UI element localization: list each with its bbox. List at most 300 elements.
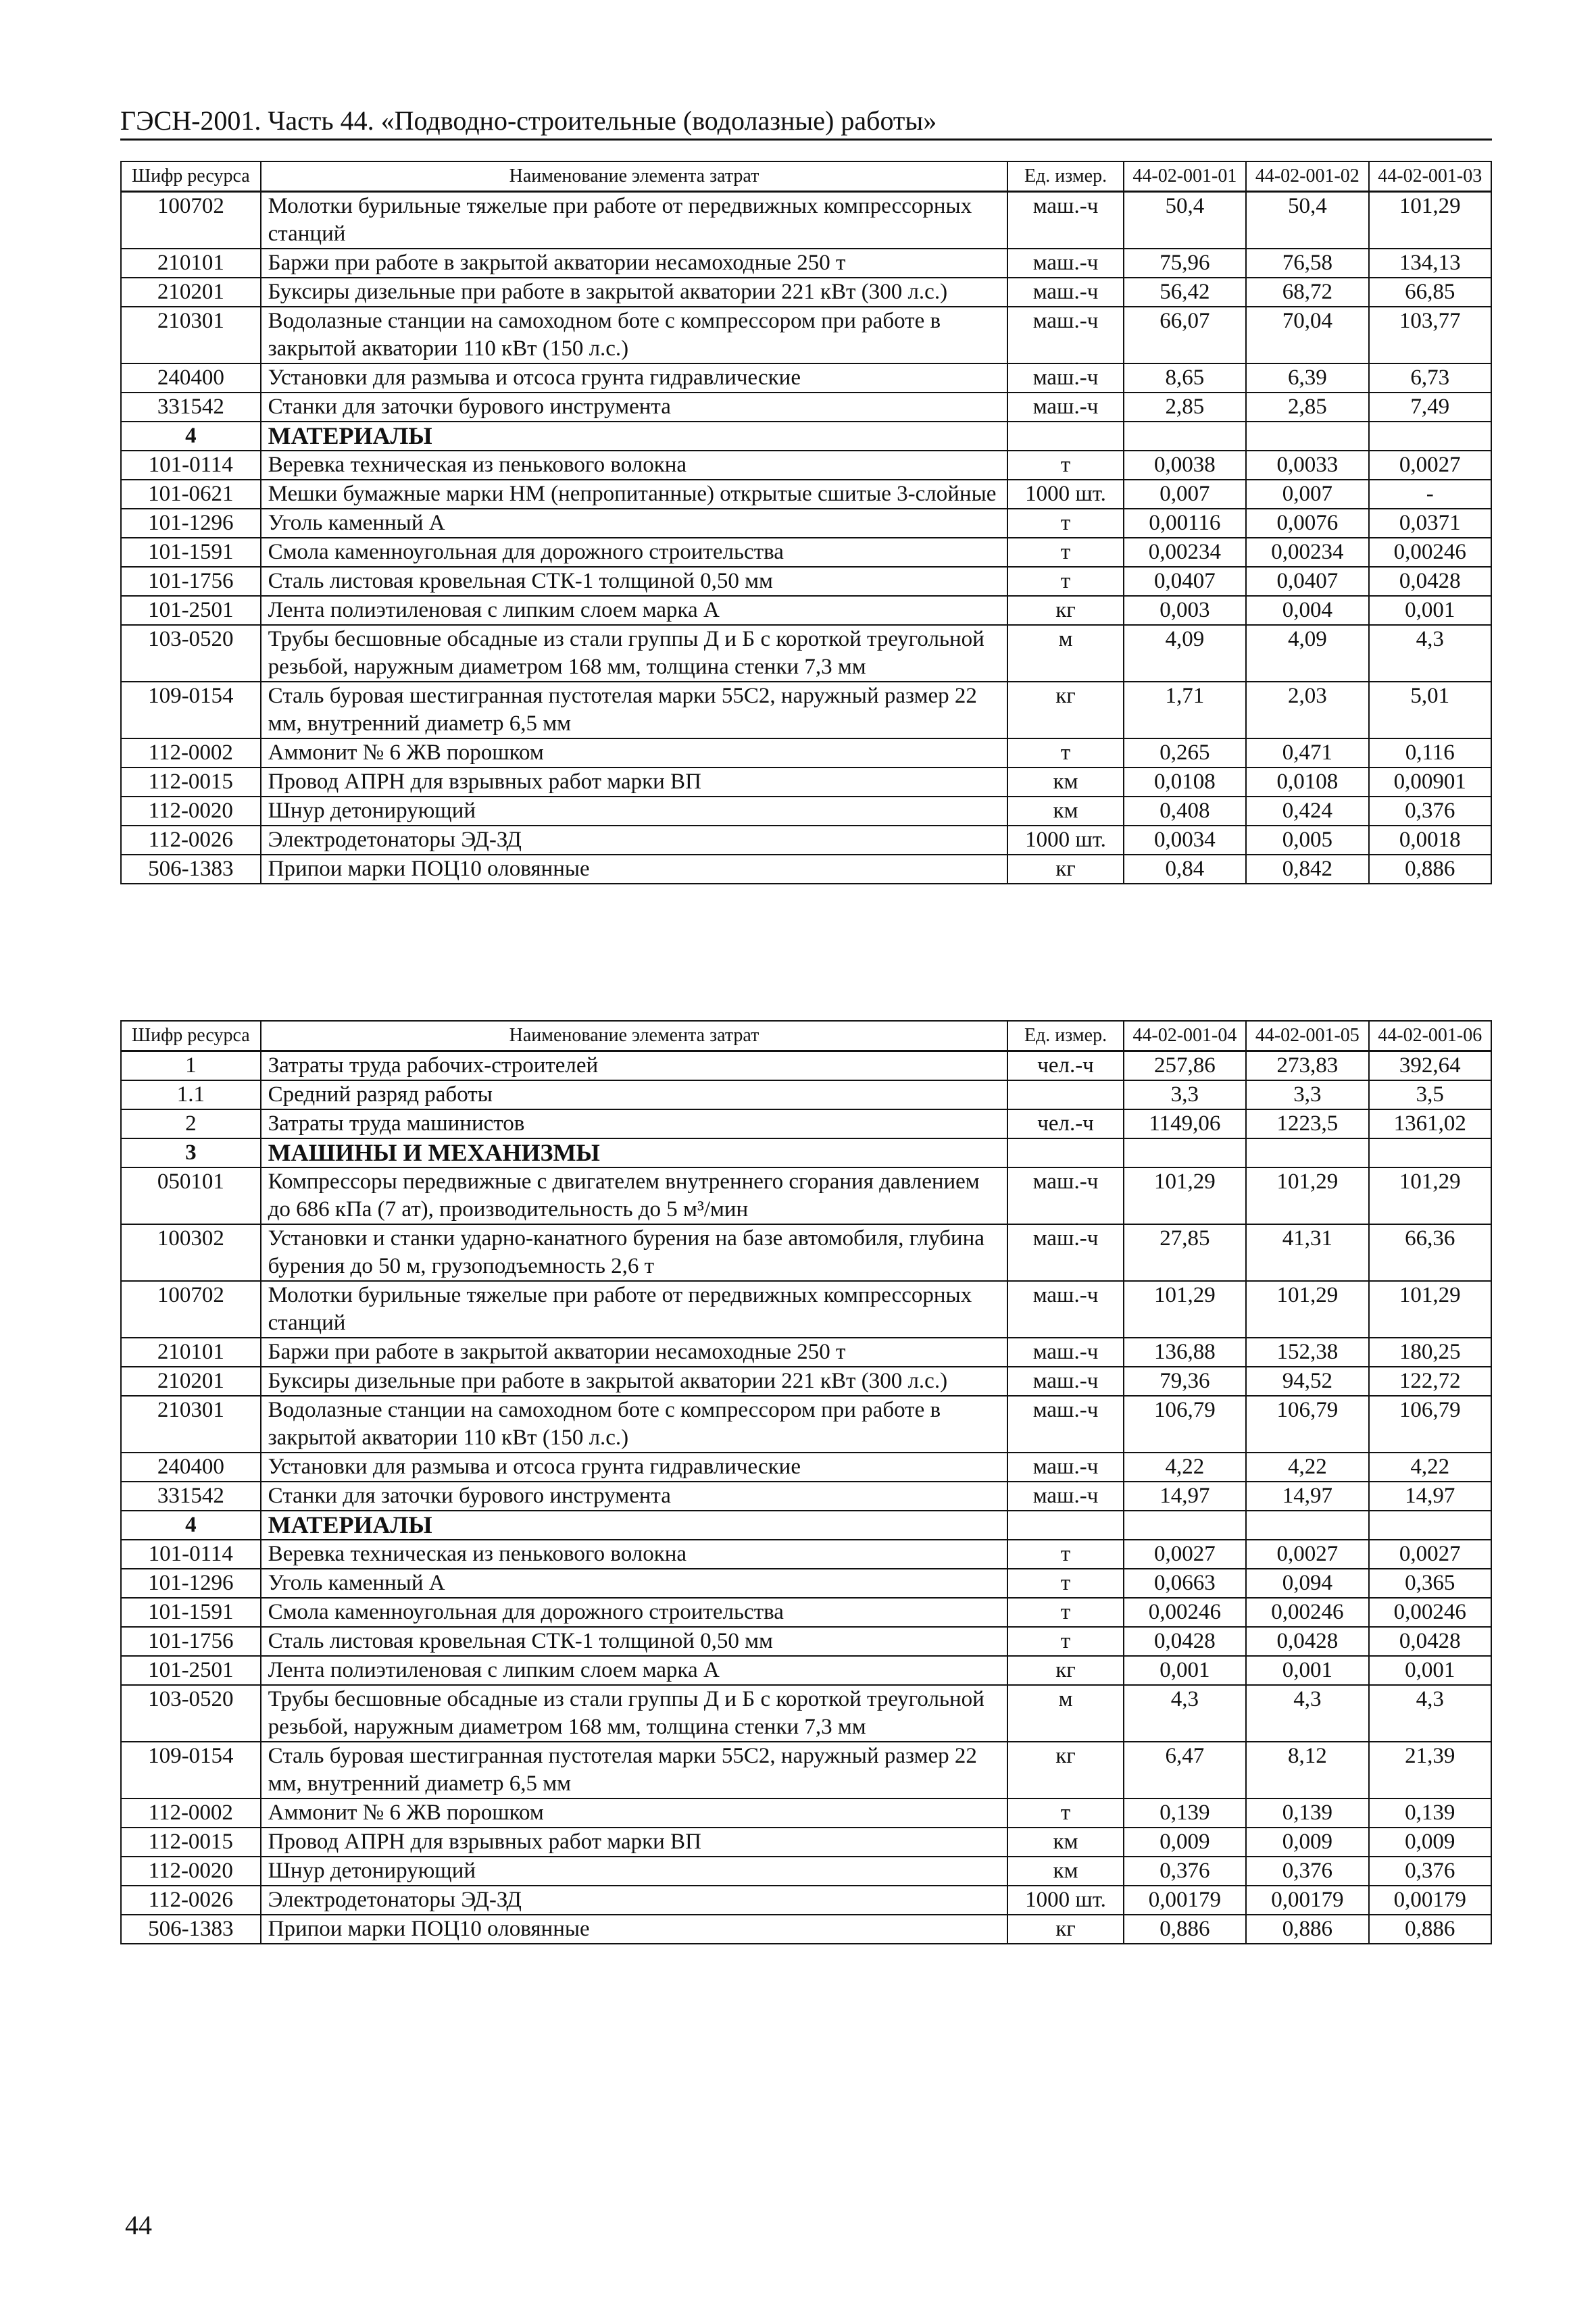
norm-value-2: 101,29: [1246, 1167, 1368, 1224]
norm-value-2: 0,001: [1246, 1656, 1368, 1685]
norm-value-3: 0,0027: [1369, 451, 1491, 480]
norm-value-1: 0,84: [1124, 855, 1246, 884]
resource-unit: т: [1007, 1598, 1123, 1627]
resource-table-1: [120, 161, 1492, 884]
norm-value-1: 0,0038: [1124, 451, 1246, 480]
resource-name: Электродетонаторы ЭД-ЗД: [261, 826, 1008, 855]
section-row: [121, 422, 1491, 451]
norm-value-2: 4,3: [1246, 1685, 1368, 1742]
resource-unit: маш.-ч: [1007, 1396, 1123, 1453]
norm-value-3: 0,00246: [1369, 1598, 1491, 1627]
resource-unit: [1007, 1080, 1123, 1109]
norm-value-1: 0,00179: [1124, 1886, 1246, 1915]
resource-name: Сталь буровая шестигранная пустотелая марки 55С2, наружный размер 22 мм, внутренний диаметр 6,5 мм: [261, 1742, 1008, 1799]
norm-value-2: 41,31: [1246, 1224, 1368, 1281]
resource-name: Смола каменноугольная для дорожного строительства: [261, 538, 1008, 567]
norm-value-1: 257,86: [1124, 1051, 1246, 1081]
norm-value-2: 8,12: [1246, 1742, 1368, 1799]
table-row: [121, 1453, 1491, 1482]
table-row: [121, 393, 1491, 422]
norm-value-1: 75,96: [1124, 249, 1246, 278]
table-row: [121, 278, 1491, 307]
norm-value-3: 4,22: [1369, 1453, 1491, 1482]
norm-value-3: 180,25: [1369, 1338, 1491, 1367]
resource-code: 3: [121, 1138, 261, 1167]
norm-value-3: 0,116: [1369, 738, 1491, 768]
resource-name: Станки для заточки бурового инструмента: [261, 1482, 1008, 1511]
norm-value-3: 21,39: [1369, 1742, 1491, 1799]
table-row: [121, 1685, 1491, 1742]
norm-value-1: 136,88: [1124, 1338, 1246, 1367]
norm-value-1: 1,71: [1124, 682, 1246, 738]
resource-code: 112-0026: [121, 826, 261, 855]
table-row: [121, 1569, 1491, 1598]
resource-unit: кг: [1007, 1742, 1123, 1799]
norm-value-3: 101,29: [1369, 1281, 1491, 1338]
resource-unit: маш.-ч: [1007, 1167, 1123, 1224]
norm-value-3: 3,5: [1369, 1080, 1491, 1109]
norm-value-2: [1246, 1138, 1368, 1167]
table-row: [121, 625, 1491, 682]
norm-value-1: 0,0407: [1124, 567, 1246, 596]
resource-code: 100702: [121, 1281, 261, 1338]
resource-unit: м: [1007, 1685, 1123, 1742]
column-header-name: Наименование элемента затрат: [261, 161, 1008, 192]
table-row: [121, 1338, 1491, 1367]
norm-value-2: 0,0428: [1246, 1627, 1368, 1656]
norm-value-1: 0,009: [1124, 1828, 1246, 1857]
resource-name: Шнур детонирующий: [261, 797, 1008, 826]
resource-code: 210101: [121, 249, 261, 278]
norm-value-1: 4,3: [1124, 1685, 1246, 1742]
resource-name: Уголь каменный А: [261, 509, 1008, 538]
norm-value-1: 101,29: [1124, 1281, 1246, 1338]
resource-name: Затраты труда рабочих-строителей: [261, 1051, 1008, 1081]
resource-name: Электродетонаторы ЭД-ЗД: [261, 1886, 1008, 1915]
resource-unit: маш.-ч: [1007, 192, 1123, 249]
resource-unit: т: [1007, 1799, 1123, 1828]
resource-code: 210301: [121, 307, 261, 363]
resource-unit: кг: [1007, 682, 1123, 738]
resource-name: Веревка техническая из пенькового волокна: [261, 451, 1008, 480]
resource-unit: км: [1007, 768, 1123, 797]
column-header-unit: Ед. измер.: [1007, 1021, 1123, 1051]
resource-name: Лента полиэтиленовая с липким слоем марка А: [261, 596, 1008, 625]
norm-value-3: 0,00179: [1369, 1886, 1491, 1915]
resource-code: 210301: [121, 1396, 261, 1453]
resource-code: 1: [121, 1051, 261, 1081]
norm-value-2: 0,471: [1246, 738, 1368, 768]
resource-code: 112-0002: [121, 738, 261, 768]
table-row: [121, 1627, 1491, 1656]
resource-unit: т: [1007, 451, 1123, 480]
norm-value-2: 94,52: [1246, 1367, 1368, 1396]
resource-name: Установки и станки ударно-канатного бурения на базе автомобиля, глубина бурения до 50 м, грузоподъемность 2,6 т: [261, 1224, 1008, 1281]
resource-code: 100302: [121, 1224, 261, 1281]
norm-value-3: 106,79: [1369, 1396, 1491, 1453]
resource-unit: маш.-ч: [1007, 363, 1123, 393]
norm-value-2: 0,0076: [1246, 509, 1368, 538]
resource-unit: маш.-ч: [1007, 1453, 1123, 1482]
resource-code: 2: [121, 1109, 261, 1138]
resource-code: 506-1383: [121, 1915, 261, 1944]
norm-value-2: 0,842: [1246, 855, 1368, 884]
resource-name: Припои марки ПОЦ10 оловянные: [261, 1915, 1008, 1944]
page-header-title: ГЭСН-2001. Часть 44. «Подводно-строительные (водолазные) работы»: [120, 105, 1492, 141]
resource-code: 4: [121, 1511, 261, 1540]
norm-value-1: 0,0108: [1124, 768, 1246, 797]
norm-value-3: 6,73: [1369, 363, 1491, 393]
column-header-name: Наименование элемента затрат: [261, 1021, 1008, 1051]
table-header-row: [121, 161, 1491, 192]
norm-value-3: 0,376: [1369, 1857, 1491, 1886]
resource-code: 112-0026: [121, 1886, 261, 1915]
norm-value-1: 79,36: [1124, 1367, 1246, 1396]
norm-value-3: [1369, 422, 1491, 451]
norm-value-3: 0,00901: [1369, 768, 1491, 797]
resource-unit: кг: [1007, 596, 1123, 625]
section-row: [121, 1511, 1491, 1540]
table-row: [121, 1742, 1491, 1799]
column-header-norm-1: 44-02-001-01: [1124, 161, 1246, 192]
norm-value-1: 27,85: [1124, 1224, 1246, 1281]
norm-value-3: -: [1369, 480, 1491, 509]
norm-value-2: 152,38: [1246, 1338, 1368, 1367]
table-row: [121, 538, 1491, 567]
norm-value-2: 50,4: [1246, 192, 1368, 249]
resource-name: Средний разряд работы: [261, 1080, 1008, 1109]
resource-name: Установки для размыва и отсоса грунта гидравлические: [261, 1453, 1008, 1482]
resource-name: МАТЕРИАЛЫ: [261, 422, 1008, 451]
resource-unit: кг: [1007, 855, 1123, 884]
norm-value-3: [1369, 1138, 1491, 1167]
norm-value-2: 0,0033: [1246, 451, 1368, 480]
resource-code: 112-0020: [121, 1857, 261, 1886]
resource-unit: т: [1007, 567, 1123, 596]
table-row: [121, 567, 1491, 596]
norm-value-3: 0,0027: [1369, 1540, 1491, 1569]
resource-code: 101-1591: [121, 538, 261, 567]
norm-value-3: 0,0428: [1369, 567, 1491, 596]
norm-value-2: 0,424: [1246, 797, 1368, 826]
resource-name: Станки для заточки бурового инструмента: [261, 393, 1008, 422]
norm-value-3: 0,365: [1369, 1569, 1491, 1598]
table-header-row: [121, 1021, 1491, 1051]
table-row: [121, 738, 1491, 768]
norm-value-2: 0,0407: [1246, 567, 1368, 596]
norm-value-2: 0,094: [1246, 1569, 1368, 1598]
norm-value-1: 0,00116: [1124, 509, 1246, 538]
resource-name: Водолазные станции на самоходном боте с компрессором при работе в закрытой акватории 110 кВт (150 л.с.): [261, 1396, 1008, 1453]
resource-code: 050101: [121, 1167, 261, 1224]
table-row: [121, 1482, 1491, 1511]
resource-code: 101-1756: [121, 567, 261, 596]
norm-value-1: 0,0034: [1124, 826, 1246, 855]
norm-value-2: 0,005: [1246, 826, 1368, 855]
norm-value-1: 66,07: [1124, 307, 1246, 363]
norm-value-3: 5,01: [1369, 682, 1491, 738]
norm-value-2: 0,00179: [1246, 1886, 1368, 1915]
norm-value-1: [1124, 1138, 1246, 1167]
resource-name: Мешки бумажные марки НМ (непропитанные) открытые сшитые 3-слойные: [261, 480, 1008, 509]
resource-code: 112-0002: [121, 1799, 261, 1828]
norm-value-2: [1246, 422, 1368, 451]
resource-name: Лента полиэтиленовая с липким слоем марка А: [261, 1656, 1008, 1685]
resource-name: Уголь каменный А: [261, 1569, 1008, 1598]
table-row: [121, 363, 1491, 393]
norm-value-3: 101,29: [1369, 192, 1491, 249]
resource-code: 240400: [121, 1453, 261, 1482]
resource-unit: маш.-ч: [1007, 393, 1123, 422]
resource-code: 331542: [121, 393, 261, 422]
resource-unit: кг: [1007, 1915, 1123, 1944]
table-row: [121, 1367, 1491, 1396]
norm-value-3: 4,3: [1369, 625, 1491, 682]
resource-code: 210201: [121, 1367, 261, 1396]
norm-value-1: 4,09: [1124, 625, 1246, 682]
table-row: [121, 1051, 1491, 1081]
norm-value-1: 50,4: [1124, 192, 1246, 249]
norm-value-1: 6,47: [1124, 1742, 1246, 1799]
resource-name: Молотки бурильные тяжелые при работе от передвижных компрессорных станций: [261, 1281, 1008, 1338]
norm-value-2: 4,22: [1246, 1453, 1368, 1482]
norm-value-3: [1369, 1511, 1491, 1540]
norm-value-2: 0,007: [1246, 480, 1368, 509]
resource-name: МАТЕРИАЛЫ: [261, 1511, 1008, 1540]
table-row: [121, 1540, 1491, 1569]
norm-value-3: 1361,02: [1369, 1109, 1491, 1138]
resource-unit: маш.-ч: [1007, 1367, 1123, 1396]
norm-value-1: 0,0428: [1124, 1627, 1246, 1656]
resource-name: Шнур детонирующий: [261, 1857, 1008, 1886]
resource-name: Баржи при работе в закрытой акватории несамоходные 250 т: [261, 249, 1008, 278]
norm-value-1: 0,139: [1124, 1799, 1246, 1828]
resource-name: Сталь листовая кровельная СТК-1 толщиной 0,50 мм: [261, 1627, 1008, 1656]
norm-value-1: 2,85: [1124, 393, 1246, 422]
table-row: [121, 768, 1491, 797]
resource-code: 109-0154: [121, 1742, 261, 1799]
resource-unit: маш.-ч: [1007, 1224, 1123, 1281]
norm-value-1: 3,3: [1124, 1080, 1246, 1109]
norm-value-2: 273,83: [1246, 1051, 1368, 1081]
resource-unit: чел.-ч: [1007, 1109, 1123, 1138]
resource-unit: маш.-ч: [1007, 1338, 1123, 1367]
table-row: [121, 1080, 1491, 1109]
norm-value-2: 3,3: [1246, 1080, 1368, 1109]
resource-unit: км: [1007, 797, 1123, 826]
norm-value-3: 0,0428: [1369, 1627, 1491, 1656]
table-row: [121, 1857, 1491, 1886]
table-row: [121, 451, 1491, 480]
table-row: [121, 1109, 1491, 1138]
resource-code: 101-1756: [121, 1627, 261, 1656]
resource-code: 101-0114: [121, 1540, 261, 1569]
norm-value-1: 0,003: [1124, 596, 1246, 625]
norm-value-2: 0,00234: [1246, 538, 1368, 567]
resource-unit: [1007, 1511, 1123, 1540]
resource-unit: т: [1007, 1540, 1123, 1569]
norm-value-3: 101,29: [1369, 1167, 1491, 1224]
norm-value-3: 7,49: [1369, 393, 1491, 422]
resource-code: 103-0520: [121, 1685, 261, 1742]
column-header-unit: Ед. измер.: [1007, 161, 1123, 192]
resource-code: 100702: [121, 192, 261, 249]
norm-value-3: 0,001: [1369, 596, 1491, 625]
resource-code: 331542: [121, 1482, 261, 1511]
resource-unit: т: [1007, 1569, 1123, 1598]
norm-value-2: 106,79: [1246, 1396, 1368, 1453]
resource-code: 101-1296: [121, 509, 261, 538]
resource-code: 210101: [121, 1338, 261, 1367]
resource-unit: т: [1007, 1627, 1123, 1656]
norm-value-3: 0,886: [1369, 855, 1491, 884]
resource-name: Аммонит № 6 ЖВ порошком: [261, 1799, 1008, 1828]
column-header-norm-5: 44-02-001-05: [1246, 1021, 1368, 1051]
resource-unit: т: [1007, 738, 1123, 768]
norm-value-1: 0,00234: [1124, 538, 1246, 567]
norm-value-3: 0,009: [1369, 1828, 1491, 1857]
resource-name: Сталь листовая кровельная СТК-1 толщиной 0,50 мм: [261, 567, 1008, 596]
resource-unit: км: [1007, 1857, 1123, 1886]
norm-value-1: 0,0663: [1124, 1569, 1246, 1598]
resource-unit: маш.-ч: [1007, 249, 1123, 278]
resource-name: Трубы бесшовные обсадные из стали группы Д и Б с короткой треугольной резьбой, наружным диаметром 168 мм, толщина стенки 7,3 мм: [261, 625, 1008, 682]
table-row: [121, 307, 1491, 363]
norm-value-1: 56,42: [1124, 278, 1246, 307]
table-row: [121, 192, 1491, 249]
norm-value-1: 1149,06: [1124, 1109, 1246, 1138]
resource-code: 103-0520: [121, 625, 261, 682]
norm-value-1: 0,00246: [1124, 1598, 1246, 1627]
norm-value-3: 66,85: [1369, 278, 1491, 307]
norm-value-2: 0,139: [1246, 1799, 1368, 1828]
section-row: [121, 1138, 1491, 1167]
resource-code: 109-0154: [121, 682, 261, 738]
norm-value-1: 106,79: [1124, 1396, 1246, 1453]
resource-unit: т: [1007, 538, 1123, 567]
resource-code: 101-1296: [121, 1569, 261, 1598]
resource-unit: маш.-ч: [1007, 1482, 1123, 1511]
resource-name: Затраты труда машинистов: [261, 1109, 1008, 1138]
resource-code: 101-2501: [121, 1656, 261, 1685]
norm-value-1: 0,007: [1124, 480, 1246, 509]
resource-unit: 1000 шт.: [1007, 1886, 1123, 1915]
table-row: [121, 509, 1491, 538]
column-header-norm-3: 44-02-001-03: [1369, 161, 1491, 192]
table-row: [121, 1281, 1491, 1338]
norm-value-2: 0,0027: [1246, 1540, 1368, 1569]
table-row: [121, 1799, 1491, 1828]
norm-value-2: 0,00246: [1246, 1598, 1368, 1627]
norm-value-3: 134,13: [1369, 249, 1491, 278]
resource-name: Припои марки ПОЦ10 оловянные: [261, 855, 1008, 884]
resource-name: Провод АПРН для взрывных работ марки ВП: [261, 768, 1008, 797]
norm-value-3: 0,376: [1369, 797, 1491, 826]
column-header-norm-2: 44-02-001-02: [1246, 161, 1368, 192]
norm-value-3: 122,72: [1369, 1367, 1491, 1396]
column-header-norm-4: 44-02-001-04: [1124, 1021, 1246, 1051]
resource-name: Веревка техническая из пенькового волокна: [261, 1540, 1008, 1569]
norm-value-2: 76,58: [1246, 249, 1368, 278]
norm-value-3: 4,3: [1369, 1685, 1491, 1742]
norm-value-1: 4,22: [1124, 1453, 1246, 1482]
resource-name: Провод АПРН для взрывных работ марки ВП: [261, 1828, 1008, 1857]
resource-name: Смола каменноугольная для дорожного строительства: [261, 1598, 1008, 1627]
norm-value-3: 0,139: [1369, 1799, 1491, 1828]
resource-code: 101-0621: [121, 480, 261, 509]
norm-value-2: 0,0108: [1246, 768, 1368, 797]
resource-name: Молотки бурильные тяжелые при работе от передвижных компрессорных станций: [261, 192, 1008, 249]
norm-value-2: 0,004: [1246, 596, 1368, 625]
resource-code: 506-1383: [121, 855, 261, 884]
resource-code: 101-0114: [121, 451, 261, 480]
resource-code: 101-1591: [121, 1598, 261, 1627]
norm-value-3: 0,0018: [1369, 826, 1491, 855]
norm-value-2: 0,009: [1246, 1828, 1368, 1857]
table-row: [121, 1656, 1491, 1685]
resource-unit: т: [1007, 509, 1123, 538]
column-header-norm-6: 44-02-001-06: [1369, 1021, 1491, 1051]
norm-value-1: 0,376: [1124, 1857, 1246, 1886]
resource-name: Трубы бесшовные обсадные из стали группы Д и Б с короткой треугольной резьбой, наружным диаметром 168 мм, толщина стенки 7,3 мм: [261, 1685, 1008, 1742]
norm-value-2: 6,39: [1246, 363, 1368, 393]
resource-name: Буксиры дизельные при работе в закрытой акватории 221 кВт (300 л.с.): [261, 278, 1008, 307]
resource-code: 112-0020: [121, 797, 261, 826]
resource-unit: м: [1007, 625, 1123, 682]
table-row: [121, 596, 1491, 625]
resource-name: Аммонит № 6 ЖВ порошком: [261, 738, 1008, 768]
table-row: [121, 1598, 1491, 1627]
resource-name: Установки для размыва и отсоса грунта гидравлические: [261, 363, 1008, 393]
resource-unit: 1000 шт.: [1007, 480, 1123, 509]
resource-code: 101-2501: [121, 596, 261, 625]
table-row: [121, 1828, 1491, 1857]
norm-value-3: 0,886: [1369, 1915, 1491, 1944]
resource-table-2: [120, 1020, 1492, 1944]
norm-value-3: 103,77: [1369, 307, 1491, 363]
norm-value-2: 1223,5: [1246, 1109, 1368, 1138]
resource-unit: км: [1007, 1828, 1123, 1857]
norm-value-1: 0,408: [1124, 797, 1246, 826]
norm-value-1: 0,0027: [1124, 1540, 1246, 1569]
resource-code: 112-0015: [121, 1828, 261, 1857]
resource-code: 1.1: [121, 1080, 261, 1109]
norm-value-3: 392,64: [1369, 1051, 1491, 1081]
norm-value-1: 0,265: [1124, 738, 1246, 768]
resource-name: Буксиры дизельные при работе в закрытой акватории 221 кВт (300 л.с.): [261, 1367, 1008, 1396]
norm-value-1: 0,001: [1124, 1656, 1246, 1685]
norm-value-2: [1246, 1511, 1368, 1540]
table-row: [121, 1167, 1491, 1224]
resource-unit: маш.-ч: [1007, 278, 1123, 307]
norm-value-3: 0,001: [1369, 1656, 1491, 1685]
norm-value-2: 0,886: [1246, 1915, 1368, 1944]
norm-value-2: 14,97: [1246, 1482, 1368, 1511]
resource-unit: кг: [1007, 1656, 1123, 1685]
norm-value-1: 101,29: [1124, 1167, 1246, 1224]
table-row: [121, 826, 1491, 855]
norm-value-1: 14,97: [1124, 1482, 1246, 1511]
resource-unit: 1000 шт.: [1007, 826, 1123, 855]
norm-value-2: 2,85: [1246, 393, 1368, 422]
norm-value-2: 70,04: [1246, 307, 1368, 363]
norm-value-3: 0,00246: [1369, 538, 1491, 567]
norm-value-1: [1124, 422, 1246, 451]
resource-name: МАШИНЫ И МЕХАНИЗМЫ: [261, 1138, 1008, 1167]
resource-unit: маш.-ч: [1007, 307, 1123, 363]
table-row: [121, 1396, 1491, 1453]
norm-value-3: 66,36: [1369, 1224, 1491, 1281]
